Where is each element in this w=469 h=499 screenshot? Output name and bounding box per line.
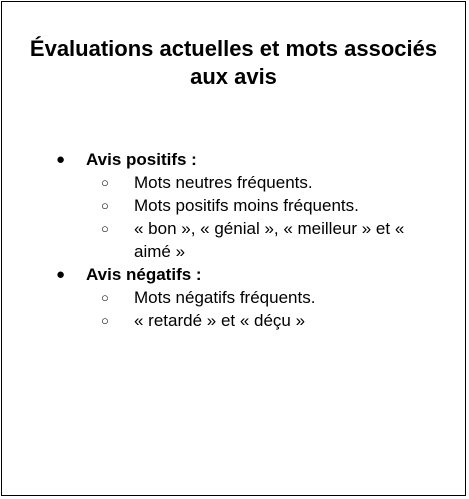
- sub-bullet-marker: ○: [101, 175, 109, 190]
- sub-bullet-marker: ○: [101, 313, 109, 328]
- list-item: [86, 171, 450, 194]
- list-item-text: Mots négatifs fréquents.: [134, 288, 316, 307]
- list-item-text: Mots positifs moins fréquents.: [134, 196, 359, 215]
- list-item-text: « retardé » et « déçu »: [134, 311, 306, 330]
- sublist-positive: [86, 171, 450, 263]
- list-item: [86, 217, 450, 263]
- sublist-negative: [86, 286, 450, 332]
- bullet-label-positive: Avis positifs :: [86, 150, 197, 169]
- bullet-marker: ●: [56, 151, 66, 168]
- sub-bullet-marker: ○: [101, 221, 109, 236]
- slide-title: [2, 35, 465, 91]
- bullet-item-positive: [50, 148, 450, 263]
- sub-bullet-marker: ○: [101, 198, 109, 213]
- slide-title-line-2: aux avis: [190, 64, 277, 89]
- sub-bullet-marker: ○: [101, 290, 109, 305]
- list-item: [86, 309, 450, 332]
- list-item: [86, 194, 450, 217]
- list-item: [86, 286, 450, 309]
- list-item-text: Mots neutres fréquents.: [134, 173, 313, 192]
- slide-page: [1, 1, 466, 496]
- bullet-item-negative: [50, 263, 450, 332]
- bullet-list: [50, 148, 450, 332]
- bullet-label-negative: Avis négatifs :: [86, 265, 202, 284]
- slide-title-line-1: Évaluations actuelles et mots associés: [29, 36, 438, 61]
- bullet-marker: ●: [56, 266, 66, 283]
- list-item-text: « bon », « génial », « meilleur » et « aimé »: [134, 219, 405, 261]
